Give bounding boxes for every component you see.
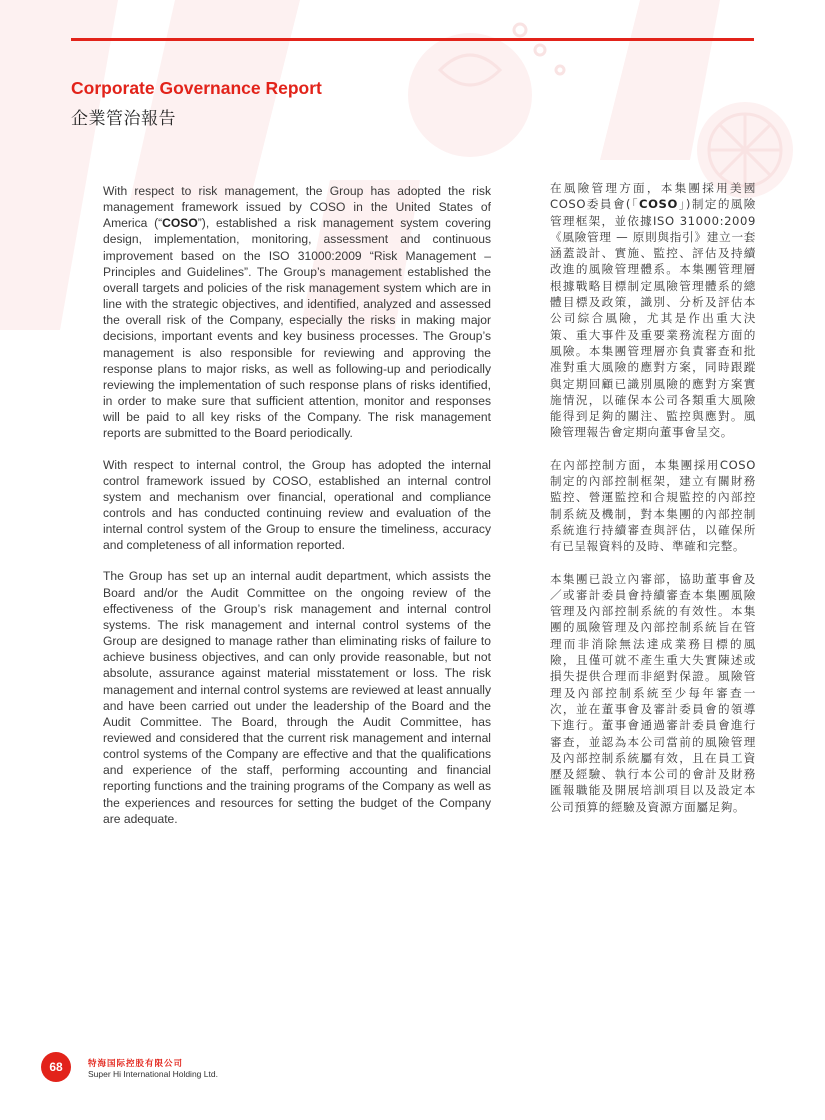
report-title-english: Corporate Governance Report: [71, 78, 322, 98]
header-rule: [71, 38, 754, 41]
paragraph-internal-audit-en: The Group has set up an internal audit department, which assists the Board and/or the Audit Committee on the ongoing review of the effectiveness of the Group’s risk management and internal control systems. The risk management and internal control systems of the Group are designed to manage rather than eliminating risks of failure to achieve business objectives, and can only provide reasonable, but not absolute, assurance against material misstatement or loss. The risk management and internal control systems are reviewed at least annually and have been carried out under the leadership of the Board and the Audit Committee. The Board, through the Audit Committee, has reviewed and considered that the current risk management and internal control systems of the Company are effective and that the qualifications and experience of the staff, performing accounting and financial reporting functions and the training programs of the Company as well as the experiences and resources for setting the budget of the Company are adequate.: [103, 569, 491, 826]
page-number-badge: 68: [41, 1052, 71, 1082]
company-name-english: Super Hi International Holding Ltd.: [88, 1069, 218, 1079]
report-title-chinese: 企業管治報告: [71, 109, 176, 128]
english-column: [103, 183, 491, 842]
paragraph-internal-control-zh: 在內部控制方面，本集團採用COSO制定的內部控制框架，建立有關財務監控、營運監控和合規監控的內部控制系統及機制，對本集團的內部控制系統進行持續審查與評估，以確保所有已呈報資料的及時、準確和完整。: [550, 457, 756, 554]
paragraph-internal-control-en: With respect to internal control, the Group has adopted the internal control framework issued by COSO, established an internal control system and mechanism over financial, operational and compliance controls and has conducted continuing review and evaluation of the internal control system of the Group to ensure the timeliness, accuracy and completeness of all information reported.: [103, 457, 491, 553]
coso-abbreviation-zh: COSO: [638, 197, 678, 212]
paragraph-risk-management-zh: 在風險管理方面，本集團採用美國COSO委員會(「COSO」)制定的風險管理框架，並依據ISO 31000:2009《風險管理 — 原則與指引》建立一套涵蓋設計、實施、監控、評估及持續改進的風險管理體系。本集團管理層根據戰略目標制定風險管理體系的總體目標及政策，識別、分析及評估本公司綜合風險，尤其是作出重大決策、重大事件及重要業務流程方面的風險。本集團管理層亦負責審查和批准對重大風險的應對方案，同時跟蹤與定期回顧已識別風險的應對方案實施情況，以確保本公司各類重大風險能得到足夠的關注、監控與應對。風險管理報告會定期向董事會呈交。: [550, 181, 756, 440]
paragraph-risk-management-en: With respect to risk management, the Group has adopted the risk management framework issued by COSO in the United States of America (“COSO”), established a risk management system covering design, implementation, monitoring, assessment and continuous improvement based on the ISO 31000:2009 “Risk Management – Principles and Guidelines”. The Group’s management established the overall targets and policies of the risk management system which are in line with the strategic objectives, and identified, analyzed and assessed the overall risk of the Company, especially the risks in making major decisions, important events and key business processes. The Group’s management is also responsible for reviewing and approving the response plans to major risks, as well as following-up and periodically reviewing the implementation of such response plans of risks identified, in order to make sure that sufficient attention, monitor and responses will be paid to all key risks of the Company. The risk management reports are submitted to the Board periodically.: [103, 184, 491, 441]
chinese-column: [550, 180, 756, 831]
coso-abbreviation: COSO: [162, 216, 198, 231]
paragraph-internal-audit-zh: 本集團已設立內審部，協助董事會及／或審計委員會持續審查本集團風險管理及內部控制系統的有效性。本集團的風險管理及內部控制系統旨在管理而非消除無法達成業務目標的風險，且僅可就不產生重大失實陳述或損失提供合理而非絕對保證。風險管理及內部控制系統至少每年審查一次，並在董事會及審計委員會的領導下進行。董事會通過審計委員會進行審查，並認為本公司當前的風險管理及內部控制系統屬有效，且在員工資歷及經驗、執行本公司的會計及財務匯報職能及開展培訓項目以及設定本公司預算的經驗及資源方面屬足夠。: [550, 571, 756, 814]
company-name-chinese: 特海国际控股有限公司: [88, 1058, 184, 1068]
